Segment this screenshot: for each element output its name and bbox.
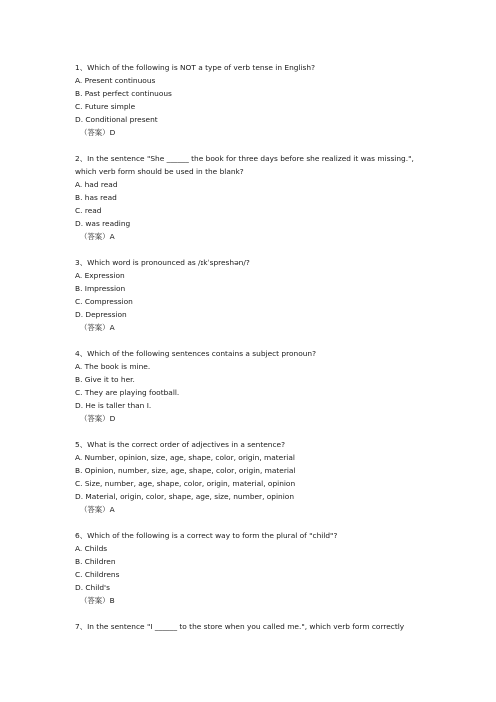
option-a: A. Number, opinion, size, age, shape, color, origin, material [75, 453, 295, 462]
option-b: B. has read [75, 193, 117, 202]
spacer [75, 516, 435, 529]
option-a: A. Present continuous [75, 76, 156, 85]
spacer [75, 334, 435, 347]
answer-key: （答案）D [80, 128, 116, 137]
option-d: D. was reading [75, 219, 131, 228]
question-stem: 5、What is the correct order of adjectives in a sentence? [75, 440, 286, 449]
spacer [75, 139, 435, 152]
spacer [75, 607, 435, 620]
option-b: B. Impression [75, 284, 126, 293]
option-c: C. Size, number, age, shape, color, origin, material, opinion [75, 479, 296, 488]
option-b: B. Past perfect continuous [75, 89, 172, 98]
option-c: C. read [75, 206, 102, 215]
question-4 [75, 347, 435, 425]
answer-key: （答案）A [80, 232, 115, 241]
question-7 [75, 620, 435, 633]
answer-key: （答案）B [80, 596, 115, 605]
question-stem: 2、In the sentence "She ______ the book for three days before she realized it was missing.", [75, 154, 414, 163]
option-c: C. Compression [75, 297, 133, 306]
question-3 [75, 256, 435, 334]
option-c: C. They are playing football. [75, 388, 180, 397]
answer-key: （答案）D [80, 414, 116, 423]
option-c: C. Future simple [75, 102, 136, 111]
option-b: B. Opinion, number, size, age, shape, color, origin, material [75, 466, 296, 475]
option-a: A. Expression [75, 271, 125, 280]
question-list [75, 61, 435, 633]
option-a: A. Childs [75, 544, 108, 553]
question-6 [75, 529, 435, 607]
option-c: C. Childrens [75, 570, 120, 579]
option-d: D. Child's [75, 583, 110, 592]
question-stem: 1、Which of the following is NOT a type of verb tense in English? [75, 63, 316, 72]
option-a: A. The book is mine. [75, 362, 151, 371]
option-b: B. Children [75, 557, 116, 566]
question-stem: 3、Which word is pronounced as /ɪkˈspreshən/? [75, 258, 250, 267]
question-stem-continued: which verb form should be used in the blank? [75, 167, 244, 176]
option-d: D. Conditional present [75, 115, 158, 124]
question-2 [75, 152, 435, 243]
question-stem: 7、In the sentence "I ______ to the store when you called me.", which verb form correctly [75, 622, 405, 631]
option-a: A. had read [75, 180, 118, 189]
option-b: B. Give it to her. [75, 375, 135, 384]
question-stem: 4、Which of the following sentences contains a subject pronoun? [75, 349, 317, 358]
option-d: D. Material, origin, color, shape, age, size, number, opinion [75, 492, 294, 501]
spacer [75, 243, 435, 256]
question-stem: 6、Which of the following is a correct way to form the plural of "child"? [75, 531, 338, 540]
option-d: D. Depression [75, 310, 127, 319]
option-d: D. He is taller than I. [75, 401, 152, 410]
answer-key: （答案）A [80, 505, 115, 514]
question-5 [75, 438, 435, 516]
answer-key: （答案）A [80, 323, 115, 332]
question-1 [75, 61, 435, 139]
spacer [75, 425, 435, 438]
